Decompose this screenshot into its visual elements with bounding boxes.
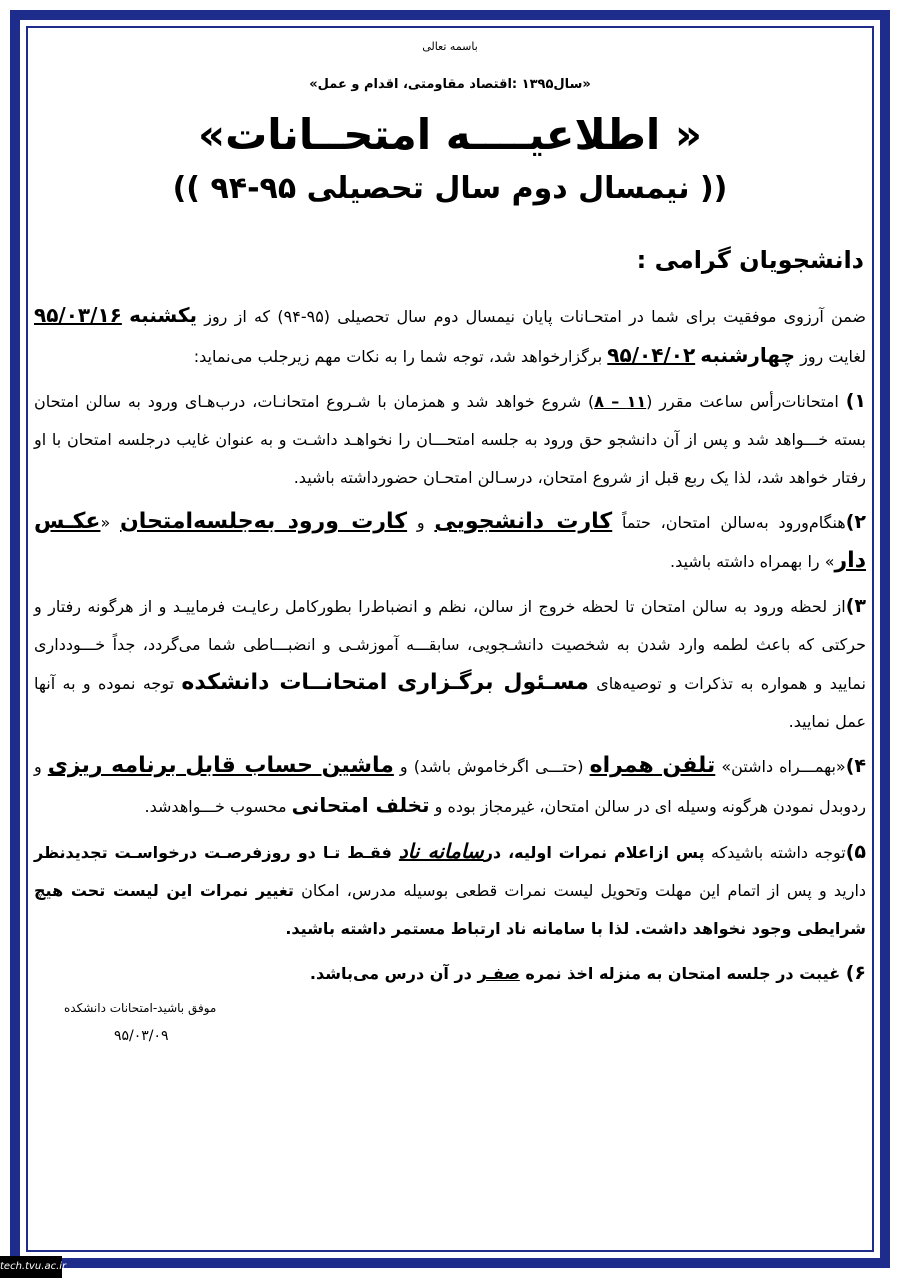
intro-text-1: ضمن آرزوی موفقیت برای شما در امتحـانات پایان نیمسال دوم سال تحصیلی (۹۵-۹۴) که از روز <box>197 307 866 326</box>
rule-4-text-1: «بهمـــراه داشتن» <box>715 757 846 776</box>
intro-paragraph <box>34 296 866 376</box>
rule-2-number: ۲) <box>845 511 867 533</box>
rule-5-text-1: توجه داشته باشیدکه <box>704 843 846 862</box>
rule-6-text-2: در آن درس می‌باشد. <box>309 964 478 983</box>
rule-6 <box>34 954 866 993</box>
entry-card-label: کارت ورود به‌جلسه‌امتحان <box>120 509 408 534</box>
rule-1 <box>34 382 866 497</box>
intro-text-2: لغایت روز <box>795 347 866 366</box>
rule-5-bold-1: پس ازاعلام نمرات اولیه، در <box>483 843 705 862</box>
calculator-label: ماشین حساب قابل برنامه ریزی <box>47 753 394 778</box>
rule-4 <box>34 747 866 826</box>
intro-text-3: برگزارخواهد شد، توجه شما را به نکات مهم زیرجلب می‌نماید: <box>193 347 608 366</box>
announcement-title: « اطلاعیــــه امتحــانات» <box>197 110 703 159</box>
start-date: ۹۵/۰۳/۱۶ <box>34 303 122 327</box>
rule-1-text-1: امتحانات‌رأس ساعت مقرر ( <box>646 392 846 411</box>
site-watermark: tech.tvu.ac.ir <box>0 1256 62 1278</box>
rule-2-text-2: و <box>407 513 435 532</box>
rule-6-text-1: غیبت در جلسه امتحان به منزله اخذ نمره <box>519 964 846 983</box>
rule-4-paren: (حتـــی اگرخاموش باشد) <box>407 757 590 776</box>
student-card-label: کارت دانشجویی <box>434 509 613 534</box>
rule-4-text-3: و ردوبدل نمودن هرگونه وسیله ای در سالن امتحان، غیرمجاز بوده و <box>34 757 866 816</box>
rule-6-number: ۶) <box>845 962 866 984</box>
mobile-phone-label: تلفن همراه <box>589 753 716 778</box>
nad-system-label: سامانه ناد <box>398 839 484 863</box>
rule-3-text-2: توجه نموده و به آنها عمل نمایید. <box>34 674 866 731</box>
basmala-heading: باسمه تعالی <box>422 40 478 53</box>
rule-4-number: ۴) <box>845 755 867 777</box>
year-slogan: «سال۱۳۹۵ :اقتصاد مقاومتی، اقدام و عمل» <box>309 77 591 92</box>
semester-subtitle: (( نیمسال دوم سال تحصیلی ۹۵-۹۴ )) <box>172 171 728 206</box>
rule-2-text-4: » را بهمراه داشته باشید. <box>670 552 835 571</box>
rule-5-number: ۵) <box>845 841 867 863</box>
exam-time-range: ۱۱ – ۸ <box>594 392 647 411</box>
rule-4-text-4: محسوب خـــواهدشد. <box>144 797 292 816</box>
rule-5-bold-2: فقـط تـا دو روزفرصـت درخواسـت تجدیدنظر <box>34 843 399 862</box>
start-day: یکشنبه <box>129 303 198 327</box>
violation-label: تخلف امتحانی <box>291 793 430 817</box>
rule-3-number: ۳) <box>845 595 866 617</box>
rule-2-text-1: هنگام‌ورود به‌سالن امتحان، حتماً <box>612 513 846 532</box>
rule-2 <box>34 503 866 581</box>
rule-3-text-1: از لحظه ورود به سالن امتحان تا لحظه خروج از سالن، نظم و انضباط‌را بطورکامل رعایـت فرماییـد و از هرگونه رفتار و حرکتی که باعث لطمه وارد شدن به شخصیت دانشـجویی، سابقـــه آموزشـی و انضبـــاطی شما می‌گردد، جداً خـــودداری نمایید و همواره به تذکرات و توصیه‌های <box>34 597 866 693</box>
rule-5-bold-3: تغییر نمرات این لیست تحت هیچ شرایطی وجود نخواهد داشت. لذا با سامانه ناد ارتباط مستمر داشته باشید. <box>34 881 866 938</box>
rule-4-text-2: و <box>393 757 408 776</box>
announcement-page <box>30 30 870 1250</box>
rule-5-text-2: دارید و پس از اتمام این مهلت وتحویل لیست نمرات قطعی بوسیله مدرس، امکان <box>293 881 867 900</box>
photo-label: عکـس دار <box>34 509 866 573</box>
rule-1-number: ۱) <box>845 390 867 412</box>
signature-line: موفق باشید-امتحانات دانشکده <box>64 1001 217 1015</box>
end-date: ۹۵/۰۴/۰۲ <box>607 343 696 367</box>
rule-5 <box>34 832 866 948</box>
rule-1-text-2: ) شروع خواهد شد و همزمان با شـروع امتحانـات، درب‌هـای ورود به سالن امتحان بسته خـــواهد شد و پس از آن دانشجو حق ورود به جلسه امتحـــان را نخواهـد داشـت و به عنوان غایب درجلسه امتحان با او رفتار خواهد شد، لذا یک ربع قبل از شروع امتحان، درسـالن امتحـان حضورداشته باشید. <box>34 392 866 487</box>
rule-2-text-3: « <box>100 513 121 532</box>
rule-3 <box>34 587 866 741</box>
end-day: چهارشنبه <box>700 343 796 367</box>
zero-grade-label: صفـر <box>477 964 520 983</box>
issue-date: ۹۵/۰۳/۰۹ <box>114 1028 169 1044</box>
exam-officer-label: مسـئول برگـزاری امتحانــات دانشکده <box>181 670 589 695</box>
greeting: دانشجویان گرامی : <box>636 246 864 274</box>
